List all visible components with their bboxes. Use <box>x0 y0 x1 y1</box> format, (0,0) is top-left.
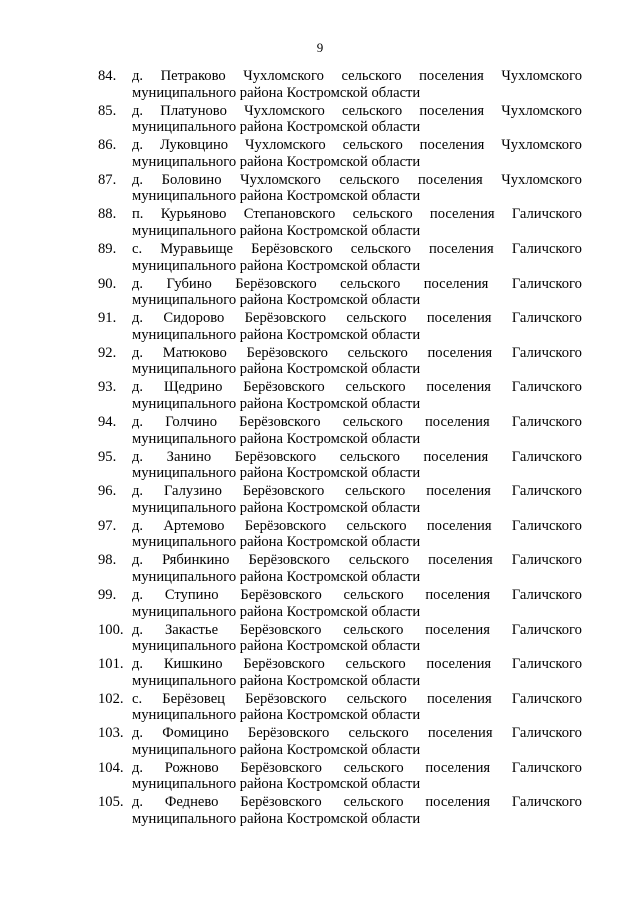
settlement-word-rural: сельского <box>343 586 404 603</box>
settlement-district: Чухломского <box>501 68 582 84</box>
settlement-word-rural: сельского <box>347 344 408 361</box>
settlement-word-rural: сельского <box>348 725 409 742</box>
settlement-type: д. <box>132 621 144 638</box>
settlement-word-settlement: поселения <box>425 759 491 776</box>
settlement-district: Галичского <box>511 759 582 776</box>
list-item <box>98 656 582 691</box>
list-item <box>98 276 582 311</box>
settlement-type: д. <box>132 310 144 327</box>
settlement-type: д. <box>132 171 144 188</box>
settlement-word-settlement: поселения <box>427 690 492 707</box>
settlement-name: Рожново <box>164 759 219 776</box>
item-line-first <box>132 172 582 189</box>
settlement-word-rural: сельского <box>341 68 402 84</box>
item-number: 89. <box>98 240 117 257</box>
item-region-line: муниципального района Костромской области <box>132 292 421 309</box>
settlement-word-rural: сельского <box>348 552 410 569</box>
item-line-first <box>132 449 582 466</box>
settlement-word-rural: сельского <box>342 102 403 119</box>
settlement-type: д. <box>132 379 144 396</box>
settlement-district: Галичского <box>511 344 582 361</box>
settlement-municipality: Берёзовского <box>251 240 333 257</box>
list-item <box>98 379 582 414</box>
list-item <box>98 310 582 345</box>
settlement-municipality: Чухломского <box>240 171 321 188</box>
list-item <box>98 172 582 207</box>
item-line-first <box>132 760 582 777</box>
settlement-district: Галичского <box>511 206 582 223</box>
settlement-name: Щедрино <box>163 379 223 396</box>
item-region-line: муниципального района Костромской области <box>132 672 421 689</box>
list-item <box>98 552 582 587</box>
item-text <box>132 656 582 691</box>
item-line-first <box>132 345 582 362</box>
settlement-name: Сидорово <box>163 310 225 327</box>
settlement-word-settlement: поселения <box>418 171 483 188</box>
settlement-name: Курьяново <box>160 206 227 223</box>
settlement-municipality: Берёзовского <box>247 725 330 742</box>
settlement-word-rural: сельского <box>350 240 411 257</box>
item-number: 104. <box>98 759 124 776</box>
item-line-first <box>132 414 582 431</box>
settlement-district: Галичского <box>511 725 582 742</box>
settlement-word-rural: сельского <box>339 448 400 465</box>
settlement-type: д. <box>132 759 144 776</box>
item-number: 97. <box>98 517 117 534</box>
item-number: 99. <box>98 586 117 603</box>
item-text <box>132 552 582 587</box>
list-item <box>98 691 582 726</box>
settlement-municipality: Берёзовского <box>248 552 330 569</box>
page-number: 9 <box>316 40 324 55</box>
item-number: 84. <box>98 68 117 84</box>
settlement-municipality: Чухломского <box>243 68 324 84</box>
settlement-district: Галичского <box>511 552 582 569</box>
settlement-district: Галичского <box>511 379 582 396</box>
list-item <box>98 449 582 484</box>
settlement-type: д. <box>132 483 144 500</box>
settlement-word-rural: сельского <box>346 310 407 327</box>
settlement-word-settlement: поселения <box>426 310 492 327</box>
settlement-municipality: Берёзовского <box>242 483 325 500</box>
settlement-municipality: Степановского <box>243 206 336 223</box>
settlement-name: Кишкино <box>163 656 223 673</box>
settlement-type: д. <box>132 68 144 84</box>
settlement-municipality: Берёзовского <box>243 379 325 396</box>
item-line-first <box>132 725 582 742</box>
settlement-name: Берёзовец <box>162 690 225 707</box>
item-region-line: муниципального района Костромской области <box>132 534 421 551</box>
settlement-type: д. <box>132 344 144 361</box>
settlement-word-rural: сельского <box>345 656 406 673</box>
settlement-district: Чухломского <box>501 137 582 154</box>
settlement-word-rural: сельского <box>352 206 413 223</box>
list-item <box>98 518 582 553</box>
item-line-first <box>132 656 582 673</box>
settlement-municipality: Берёзовского <box>235 275 317 292</box>
item-number: 94. <box>98 413 117 430</box>
settlement-word-settlement: поселения <box>419 68 484 84</box>
item-number: 101. <box>98 656 124 673</box>
settlement-word-rural: сельского <box>345 379 406 396</box>
settlement-type: д. <box>132 552 144 569</box>
item-line-first <box>132 518 582 535</box>
settlement-district: Галичского <box>511 310 582 327</box>
settlement-municipality: Чухломского <box>245 137 326 154</box>
settlement-type: д. <box>132 275 144 292</box>
settlement-district: Галичского <box>511 794 582 811</box>
item-line-first <box>132 241 582 258</box>
item-region-line: муниципального района Костромской области <box>132 84 421 101</box>
list-item <box>98 414 582 449</box>
item-region-line: муниципального района Костромской области <box>132 811 421 828</box>
item-text <box>132 414 582 449</box>
settlement-word-settlement: поселения <box>419 137 485 154</box>
settlement-municipality: Берёзовского <box>240 586 322 603</box>
settlement-district: Чухломского <box>501 102 582 119</box>
settlement-word-rural: сельского <box>346 690 407 707</box>
settlement-name: Артемово <box>163 517 225 534</box>
settlement-word-settlement: поселения <box>423 448 489 465</box>
item-region-line: муниципального района Костромской области <box>132 603 421 620</box>
settlement-district: Галичского <box>511 586 582 603</box>
settlement-word-rural: сельского <box>340 275 401 292</box>
list-item <box>98 794 582 829</box>
settlement-name: Боловино <box>161 171 222 188</box>
item-number: 102. <box>98 690 124 707</box>
item-region-line: муниципального района Костромской области <box>132 153 421 170</box>
item-region-line: муниципального района Костромской области <box>132 395 421 412</box>
settlement-district: Чухломского <box>501 171 582 188</box>
settlement-word-settlement: поселения <box>427 344 493 361</box>
settlement-district: Галичского <box>511 413 582 430</box>
settlement-word-rural: сельского <box>345 483 406 500</box>
item-line-first <box>132 552 582 569</box>
settlement-word-rural: сельского <box>343 621 404 638</box>
settlement-word-rural: сельского <box>342 413 403 430</box>
settlement-word-rural: сельского <box>343 759 404 776</box>
list-item <box>98 68 582 103</box>
settlement-word-settlement: поселения <box>426 483 491 500</box>
settlement-municipality: Берёзовского <box>244 310 327 327</box>
item-line-first <box>132 691 582 708</box>
item-number: 88. <box>98 206 117 223</box>
list-item <box>98 137 582 172</box>
settlement-name: Муравьище <box>160 240 234 257</box>
item-text <box>132 483 582 518</box>
settlement-name: Феднево <box>164 794 219 811</box>
settlement-word-settlement: поселения <box>425 794 491 811</box>
item-line-first <box>132 310 582 327</box>
settlement-word-settlement: поселения <box>425 586 491 603</box>
settlement-type: д. <box>132 656 144 673</box>
settlement-word-rural: сельского <box>342 137 403 154</box>
settlement-district: Галичского <box>511 517 582 534</box>
item-text <box>132 276 582 311</box>
item-line-first <box>132 483 582 500</box>
settlement-type: д. <box>132 725 144 742</box>
settlement-name: Галузино <box>163 483 222 500</box>
list-item <box>98 622 582 657</box>
settlement-type: д. <box>132 586 144 603</box>
settlement-type: с. <box>132 690 143 707</box>
list-item <box>98 760 582 795</box>
item-region-line: муниципального района Костромской области <box>132 361 421 378</box>
item-region-line: муниципального района Костромской области <box>132 222 421 239</box>
settlement-municipality: Берёзовского <box>239 621 322 638</box>
item-number: 103. <box>98 725 124 742</box>
settlement-word-settlement: поселения <box>426 517 492 534</box>
item-line-first <box>132 68 582 85</box>
settlement-name: Платуново <box>160 102 227 119</box>
settlement-district: Галичского <box>511 690 582 707</box>
item-number: 85. <box>98 102 117 119</box>
item-region-line: муниципального района Костромской области <box>132 499 421 516</box>
settlement-type: д. <box>132 413 144 430</box>
settlement-word-settlement: поселения <box>429 206 495 223</box>
list-item <box>98 483 582 518</box>
item-text <box>132 137 582 172</box>
settlement-word-settlement: поселения <box>427 725 493 742</box>
item-text <box>132 587 582 622</box>
settlement-name: Фомицино <box>162 725 229 742</box>
list-item <box>98 587 582 622</box>
settlement-district: Галичского <box>511 621 582 638</box>
settlement-district: Галичского <box>511 483 582 500</box>
item-line-first <box>132 103 582 120</box>
settlement-name: Губино <box>166 275 212 292</box>
settlement-type: д. <box>132 137 144 154</box>
item-region-line: муниципального района Костромской области <box>132 776 421 793</box>
item-text <box>132 449 582 484</box>
item-number: 90. <box>98 275 117 292</box>
settlement-district: Галичского <box>511 240 582 257</box>
item-line-first <box>132 794 582 811</box>
settlement-municipality: Берёзовского <box>243 656 325 673</box>
settlement-word-settlement: поселения <box>429 240 494 257</box>
settlement-word-settlement: поселения <box>424 413 490 430</box>
item-line-first <box>132 622 582 639</box>
item-text <box>132 379 582 414</box>
item-line-first <box>132 206 582 223</box>
item-region-line: муниципального района Костромской области <box>132 741 421 758</box>
item-number: 93. <box>98 379 117 396</box>
settlement-type: д. <box>132 448 144 465</box>
settlement-municipality: Берёзовского <box>244 517 327 534</box>
item-number: 91. <box>98 310 117 327</box>
item-region-line: муниципального района Костромской области <box>132 638 421 655</box>
list-item <box>98 103 582 138</box>
settlement-name: Матюково <box>162 344 227 361</box>
list-item <box>98 345 582 380</box>
settlement-type: с. <box>132 240 143 257</box>
settlement-municipality: Чухломского <box>244 102 325 119</box>
settlement-name: Луковцино <box>160 137 229 154</box>
item-text <box>132 725 582 760</box>
item-text <box>132 518 582 553</box>
item-region-line: муниципального района Костромской области <box>132 430 421 447</box>
item-region-line: муниципального района Костромской области <box>132 119 421 136</box>
item-text <box>132 172 582 207</box>
item-text <box>132 622 582 657</box>
settlement-type: п. <box>132 206 144 223</box>
settlement-district: Галичского <box>511 275 582 292</box>
item-number: 98. <box>98 552 117 569</box>
item-number: 86. <box>98 137 117 154</box>
item-number: 95. <box>98 448 117 465</box>
settlement-word-settlement: поселения <box>428 552 493 569</box>
item-text <box>132 310 582 345</box>
item-number: 96. <box>98 483 117 500</box>
settlement-word-settlement: поселения <box>423 275 489 292</box>
settlement-municipality: Берёзовского <box>240 794 322 811</box>
item-region-line: муниципального района Костромской области <box>132 257 421 274</box>
item-line-first <box>132 587 582 604</box>
item-line-first <box>132 379 582 396</box>
settlement-municipality: Берёзовского <box>246 344 328 361</box>
item-region-line: муниципального района Костромской области <box>132 568 421 585</box>
settlement-word-rural: сельского <box>343 794 404 811</box>
item-text <box>132 68 582 103</box>
item-number: 92. <box>98 344 117 361</box>
item-text <box>132 794 582 829</box>
settlement-name: Ступино <box>164 586 219 603</box>
item-line-first <box>132 137 582 154</box>
settlement-list <box>98 68 582 829</box>
list-item <box>98 241 582 276</box>
item-number: 100. <box>98 621 124 638</box>
settlement-municipality: Берёзовского <box>239 413 321 430</box>
settlement-type: д. <box>132 517 144 534</box>
settlement-word-rural: сельского <box>346 517 407 534</box>
item-text <box>132 241 582 276</box>
settlement-type: д. <box>132 794 144 811</box>
item-text <box>132 345 582 380</box>
item-region-line: муниципального района Костромской области <box>132 707 421 724</box>
item-number: 105. <box>98 794 124 811</box>
settlement-district: Галичского <box>511 448 582 465</box>
item-text <box>132 206 582 241</box>
settlement-word-settlement: поселения <box>419 102 485 119</box>
item-line-first <box>132 276 582 293</box>
settlement-municipality: Берёзовского <box>245 690 327 707</box>
settlement-name: Голчино <box>165 413 218 430</box>
item-text <box>132 760 582 795</box>
settlement-word-settlement: поселения <box>426 379 492 396</box>
settlement-type: д. <box>132 102 144 119</box>
settlement-name: Рябинкино <box>162 552 230 569</box>
item-region-line: муниципального района Костромской области <box>132 465 421 482</box>
settlement-name: Закастье <box>164 621 219 638</box>
item-region-line: муниципального района Костромской области <box>132 188 421 205</box>
list-item <box>98 206 582 241</box>
settlement-district: Галичского <box>511 656 582 673</box>
item-region-line: муниципального района Костромской области <box>132 326 421 343</box>
settlement-name: Занино <box>166 448 212 465</box>
item-number: 87. <box>98 171 117 188</box>
settlement-name: Петраково <box>160 68 226 84</box>
item-text <box>132 103 582 138</box>
settlement-word-settlement: поселения <box>425 621 490 638</box>
list-item <box>98 725 582 760</box>
settlement-municipality: Берёзовского <box>234 448 317 465</box>
settlement-municipality: Берёзовского <box>240 759 322 776</box>
settlement-word-settlement: поселения <box>426 656 492 673</box>
settlement-word-rural: сельского <box>339 171 400 188</box>
item-text <box>132 691 582 726</box>
